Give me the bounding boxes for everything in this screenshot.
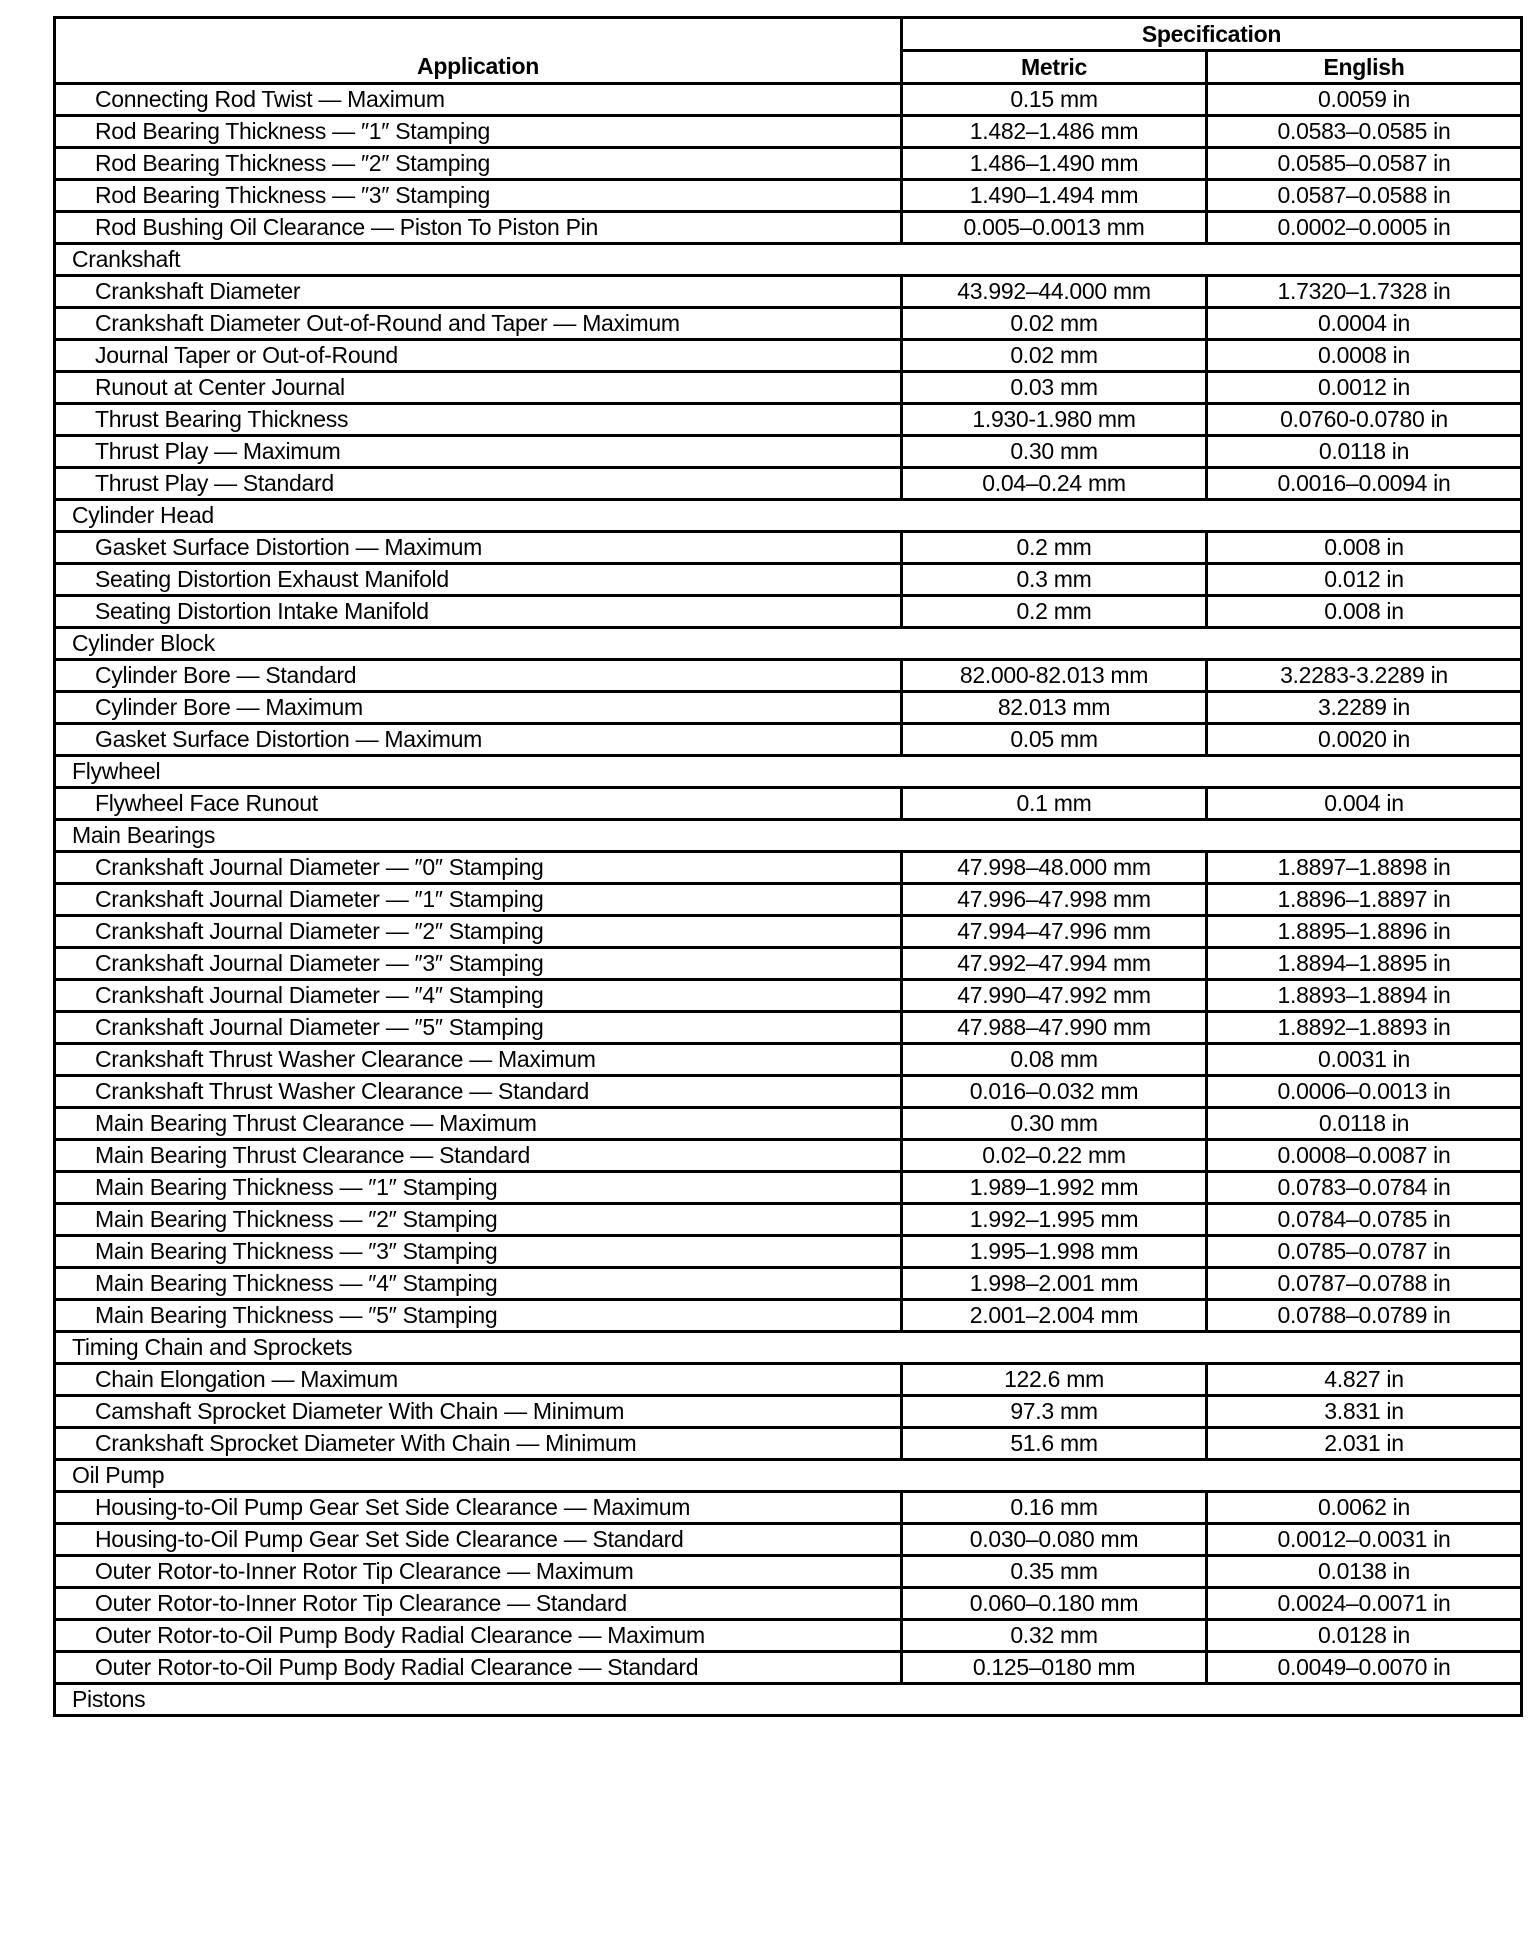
header-row-top [55,18,1522,51]
metric-value-cell: 47.990–47.992 mm [902,980,1207,1012]
application-cell: Chain Elongation — Maximum [55,1364,902,1396]
metric-value-cell: 1.992–1.995 mm [902,1204,1207,1236]
metric-value-cell: 0.016–0.032 mm [902,1076,1207,1108]
metric-value-cell: 122.6 mm [902,1364,1207,1396]
english-value-cell: 0.0787–0.0788 in [1207,1268,1522,1300]
english-value-cell: 1.8897–1.8898 in [1207,852,1522,884]
table-row [55,1140,1522,1172]
section-header-row [55,1332,1522,1364]
english-value-cell: 0.0049–0.0070 in [1207,1652,1522,1684]
application-cell: Main Bearing Thickness — ″4″ Stamping [55,1268,902,1300]
english-value-cell: 1.8892–1.8893 in [1207,1012,1522,1044]
metric-value-cell: 0.05 mm [902,724,1207,756]
metric-value-cell: 43.992–44.000 mm [902,276,1207,308]
application-cell: Thrust Bearing Thickness [55,404,902,436]
application-cell: Crankshaft Diameter Out-of-Round and Taper — Maximum [55,308,902,340]
application-cell: Thrust Play — Standard [55,468,902,500]
table-row [55,596,1522,628]
table-row [55,1012,1522,1044]
metric-value-cell: 2.001–2.004 mm [902,1300,1207,1332]
metric-value-cell: 0.2 mm [902,532,1207,564]
english-value-cell: 0.0062 in [1207,1492,1522,1524]
english-value-cell: 0.0760-0.0780 in [1207,404,1522,436]
table-row [55,532,1522,564]
english-value-cell: 0.0004 in [1207,308,1522,340]
english-value-cell: 0.0012 in [1207,372,1522,404]
application-cell: Main Bearing Thrust Clearance — Maximum [55,1108,902,1140]
application-cell: Rod Bearing Thickness — ″2″ Stamping [55,148,902,180]
english-value-cell: 0.0006–0.0013 in [1207,1076,1522,1108]
metric-value-cell: 1.989–1.992 mm [902,1172,1207,1204]
metric-value-cell: 0.030–0.080 mm [902,1524,1207,1556]
application-cell: Rod Bushing Oil Clearance — Piston To Piston Pin [55,212,902,244]
table-row [55,980,1522,1012]
section-title: Crankshaft [55,244,1522,276]
section-header-row [55,628,1522,660]
english-value-cell: 0.0059 in [1207,84,1522,116]
english-value-cell: 1.7320–1.7328 in [1207,276,1522,308]
table-row [55,916,1522,948]
table-row [55,852,1522,884]
english-value-cell: 0.0128 in [1207,1620,1522,1652]
application-cell: Main Bearing Thickness — ″2″ Stamping [55,1204,902,1236]
application-cell: Crankshaft Journal Diameter — ″2″ Stamping [55,916,902,948]
application-cell: Housing-to-Oil Pump Gear Set Side Clearance — Maximum [55,1492,902,1524]
application-cell: Flywheel Face Runout [55,788,902,820]
section-title: Main Bearings [55,820,1522,852]
english-value-cell: 0.012 in [1207,564,1522,596]
specification-column-header: Specification [902,18,1522,51]
english-value-cell: 0.0008 in [1207,340,1522,372]
application-cell: Seating Distortion Exhaust Manifold [55,564,902,596]
english-value-cell: 0.0587–0.0588 in [1207,180,1522,212]
metric-value-cell: 0.35 mm [902,1556,1207,1588]
english-value-cell: 3.2289 in [1207,692,1522,724]
table-row [55,372,1522,404]
table-row [55,212,1522,244]
metric-value-cell: 1.490–1.494 mm [902,180,1207,212]
table-row [55,116,1522,148]
metric-value-cell: 0.30 mm [902,436,1207,468]
metric-value-cell: 1.995–1.998 mm [902,1236,1207,1268]
section-title: Pistons [55,1684,1522,1716]
table-row [55,1204,1522,1236]
metric-value-cell: 0.3 mm [902,564,1207,596]
application-cell: Cylinder Bore — Standard [55,660,902,692]
table-row [55,468,1522,500]
application-cell: Main Bearing Thickness — ″3″ Stamping [55,1236,902,1268]
table-row [55,884,1522,916]
application-cell: Camshaft Sprocket Diameter With Chain — Minimum [55,1396,902,1428]
application-cell: Rod Bearing Thickness — ″3″ Stamping [55,180,902,212]
english-value-cell: 1.8894–1.8895 in [1207,948,1522,980]
english-value-cell: 0.0788–0.0789 in [1207,1300,1522,1332]
english-value-cell: 3.831 in [1207,1396,1522,1428]
english-value-cell: 0.0118 in [1207,1108,1522,1140]
english-value-cell: 0.0002–0.0005 in [1207,212,1522,244]
table-row [55,564,1522,596]
english-value-cell: 0.0012–0.0031 in [1207,1524,1522,1556]
metric-value-cell: 0.32 mm [902,1620,1207,1652]
english-value-cell: 0.0785–0.0787 in [1207,1236,1522,1268]
application-cell: Outer Rotor-to-Inner Rotor Tip Clearance — Standard [55,1588,902,1620]
metric-value-cell: 0.02–0.22 mm [902,1140,1207,1172]
table-row [55,1044,1522,1076]
metric-value-cell: 1.930-1.980 mm [902,404,1207,436]
table-row [55,276,1522,308]
table-row [55,1172,1522,1204]
metric-value-cell: 1.482–1.486 mm [902,116,1207,148]
table-row [55,948,1522,980]
metric-value-cell: 82.013 mm [902,692,1207,724]
section-header-row [55,500,1522,532]
english-value-cell: 1.8896–1.8897 in [1207,884,1522,916]
application-cell: Outer Rotor-to-Inner Rotor Tip Clearance — Maximum [55,1556,902,1588]
english-value-cell: 1.8893–1.8894 in [1207,980,1522,1012]
application-cell: Gasket Surface Distortion — Maximum [55,532,902,564]
application-cell: Main Bearing Thickness — ″1″ Stamping [55,1172,902,1204]
table-row [55,84,1522,116]
metric-value-cell: 0.125–0180 mm [902,1652,1207,1684]
table-row [55,1588,1522,1620]
application-cell: Runout at Center Journal [55,372,902,404]
table-body [55,84,1522,1716]
table-header [55,18,1522,84]
specification-table [53,16,1523,1717]
application-cell: Crankshaft Thrust Washer Clearance — Maximum [55,1044,902,1076]
metric-value-cell: 0.15 mm [902,84,1207,116]
application-cell: Gasket Surface Distortion — Maximum [55,724,902,756]
english-value-cell: 0.0585–0.0587 in [1207,148,1522,180]
application-cell: Main Bearing Thrust Clearance — Standard [55,1140,902,1172]
table-row [55,148,1522,180]
application-cell: Crankshaft Diameter [55,276,902,308]
table-row [55,1428,1522,1460]
english-value-cell: 0.0008–0.0087 in [1207,1140,1522,1172]
application-cell: Crankshaft Thrust Washer Clearance — Standard [55,1076,902,1108]
metric-value-cell: 82.000-82.013 mm [902,660,1207,692]
table-row [55,1620,1522,1652]
english-value-cell: 0.0016–0.0094 in [1207,468,1522,500]
metric-value-cell: 0.30 mm [902,1108,1207,1140]
section-title: Timing Chain and Sprockets [55,1332,1522,1364]
section-title: Flywheel [55,756,1522,788]
table-row [55,1268,1522,1300]
section-header-row [55,820,1522,852]
metric-value-cell: 0.16 mm [902,1492,1207,1524]
table-row [55,1300,1522,1332]
application-cell: Housing-to-Oil Pump Gear Set Side Clearance — Standard [55,1524,902,1556]
application-cell: Seating Distortion Intake Manifold [55,596,902,628]
application-cell: Rod Bearing Thickness — ″1″ Stamping [55,116,902,148]
english-value-cell: 2.031 in [1207,1428,1522,1460]
english-value-cell: 0.0783–0.0784 in [1207,1172,1522,1204]
metric-value-cell: 47.998–48.000 mm [902,852,1207,884]
metric-value-cell: 0.04–0.24 mm [902,468,1207,500]
application-cell: Cylinder Bore — Maximum [55,692,902,724]
table-row [55,1364,1522,1396]
application-cell: Thrust Play — Maximum [55,436,902,468]
metric-value-cell: 0.1 mm [902,788,1207,820]
english-value-cell: 0.008 in [1207,596,1522,628]
table-row [55,436,1522,468]
metric-value-cell: 1.998–2.001 mm [902,1268,1207,1300]
metric-value-cell: 47.992–47.994 mm [902,948,1207,980]
metric-value-cell: 47.996–47.998 mm [902,884,1207,916]
english-value-cell: 0.008 in [1207,532,1522,564]
english-value-cell: 0.0784–0.0785 in [1207,1204,1522,1236]
english-value-cell: 0.0031 in [1207,1044,1522,1076]
metric-value-cell: 47.988–47.990 mm [902,1012,1207,1044]
application-cell: Crankshaft Journal Diameter — ″0″ Stamping [55,852,902,884]
table-row [55,340,1522,372]
section-header-row [55,1460,1522,1492]
section-title: Cylinder Block [55,628,1522,660]
table-row [55,724,1522,756]
english-value-cell: 0.004 in [1207,788,1522,820]
table-row [55,1492,1522,1524]
application-cell: Outer Rotor-to-Oil Pump Body Radial Clearance — Maximum [55,1620,902,1652]
metric-value-cell: 47.994–47.996 mm [902,916,1207,948]
section-header-row [55,756,1522,788]
english-value-cell: 1.8895–1.8896 in [1207,916,1522,948]
table-row [55,1524,1522,1556]
section-title: Cylinder Head [55,500,1522,532]
metric-value-cell: 51.6 mm [902,1428,1207,1460]
english-value-cell: 0.0583–0.0585 in [1207,116,1522,148]
english-column-header: English [1207,51,1522,84]
application-cell: Main Bearing Thickness — ″5″ Stamping [55,1300,902,1332]
section-header-row [55,1684,1522,1716]
table-row [55,1108,1522,1140]
metric-value-cell: 0.08 mm [902,1044,1207,1076]
table-row [55,1652,1522,1684]
metric-value-cell: 0.005–0.0013 mm [902,212,1207,244]
metric-value-cell: 0.060–0.180 mm [902,1588,1207,1620]
application-column-header: Application [55,18,902,84]
application-cell: Crankshaft Journal Diameter — ″1″ Stamping [55,884,902,916]
application-cell: Journal Taper or Out-of-Round [55,340,902,372]
english-value-cell: 0.0138 in [1207,1556,1522,1588]
metric-value-cell: 0.02 mm [902,340,1207,372]
english-value-cell: 0.0020 in [1207,724,1522,756]
table-row [55,180,1522,212]
table-row [55,788,1522,820]
application-cell: Crankshaft Journal Diameter — ″3″ Stamping [55,948,902,980]
metric-value-cell: 0.2 mm [902,596,1207,628]
metric-value-cell: 0.02 mm [902,308,1207,340]
metric-column-header: Metric [902,51,1207,84]
application-cell: Crankshaft Sprocket Diameter With Chain — Minimum [55,1428,902,1460]
table-row [55,1076,1522,1108]
section-title: Oil Pump [55,1460,1522,1492]
table-row [55,1236,1522,1268]
application-cell: Crankshaft Journal Diameter — ″4″ Stamping [55,980,902,1012]
table-row [55,1396,1522,1428]
table-row [55,308,1522,340]
table-row [55,1556,1522,1588]
table-row [55,404,1522,436]
table-row [55,692,1522,724]
application-cell: Connecting Rod Twist — Maximum [55,84,902,116]
english-value-cell: 0.0118 in [1207,436,1522,468]
english-value-cell: 0.0024–0.0071 in [1207,1588,1522,1620]
application-cell: Crankshaft Journal Diameter — ″5″ Stamping [55,1012,902,1044]
application-cell: Outer Rotor-to-Oil Pump Body Radial Clearance — Standard [55,1652,902,1684]
english-value-cell: 3.2283-3.2289 in [1207,660,1522,692]
metric-value-cell: 0.03 mm [902,372,1207,404]
section-header-row [55,244,1522,276]
english-value-cell: 4.827 in [1207,1364,1522,1396]
metric-value-cell: 97.3 mm [902,1396,1207,1428]
metric-value-cell: 1.486–1.490 mm [902,148,1207,180]
table-row [55,660,1522,692]
